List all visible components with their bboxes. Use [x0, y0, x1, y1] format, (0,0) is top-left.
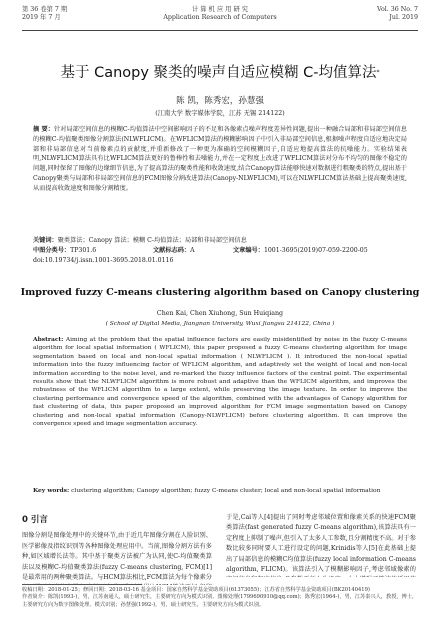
article-number-value: 1001-3695(2019)07-059-2200-05 [263, 247, 368, 254]
affiliation-en: ( School of Digital Media, Jiangnan University, Wuxi Jiangsu 214122, China ) [105, 321, 335, 327]
section-heading: 0 引言 [22, 515, 48, 525]
header-volume-en [377, 6, 418, 22]
doc-code-label: 文献标志码： [153, 247, 191, 254]
doc-code-value: A [190, 247, 195, 254]
classification-meta [33, 246, 407, 266]
doi-value: 10.19734/j.issn.1001-3695.2018.01.0116 [44, 256, 174, 264]
authors-cn: 陈 凯，陈秀宏，孙慧强 [176, 96, 264, 106]
intro-text-left: 图像分割是图像处理中的关键环节,由于近几年图像分割在人脸识别、医学影像及指纹识别等各种图像处理应用中。当前,图像分割方法有多种,如区域增长法等。其中基于聚类方法被广为认同,使C-均值聚类算法以及模糊C-均值聚类算法(fuzzy C-means clustering, FCM)[1]是最常用的两种聚类算法。与HCM算法相比,FCM算法为每个像素分 [22, 532, 212, 582]
header-journal-cn: 计 算 机 应 用 研 究 [191, 6, 249, 13]
abstract-en-label: Abstract: [33, 336, 64, 343]
clc-value: TP301.6 [70, 247, 97, 254]
article-number-label: 文章编号： [233, 247, 264, 254]
footnote-dates-funding: 收稿日期：2018-01-25；修回日期：2018-03-16 基金项目：国家自然科学基金资助项目(61373055)；江苏省自然科学基金资助项目(BK20140419) [22, 587, 370, 593]
header-volume-cn-line: 第 36 卷第 7 期 [22, 6, 68, 13]
abstract-cn-text: 针对局部空间信息的模糊C-均值算法中空间影响因子的不足和各像素点噪声程度差异性问题,提出一种融合局部和非局部空间信息的模糊C-均值聚类图像分割算法(NLWFLICM)。在WFLICM算法的模糊影响因子中引入非局部空间信息,根据噪声程度自适应地决定局部和非局部信息对当前像素点的贡献度,并重新修改了一种更为准确的空间模糊因子,自适应地提高算法的抗噪能力。实验结果表明,NLWFLICM算法具有比WFLICM算法更好的鲁棒性和去噪能力,并在一定程度上改进了WFLICM算法对分布不均匀的图像不稳定的问题,同时保留了图像的边缘细节信息,为了提高算法的聚类性能和收敛速度,结合Canopy算法能够快速对数据进行粗聚类的特点,提出基于Canopy聚类与局部和非局部空间信息的FCM图像分割改进算法(Canopy-NLWFLICM),可以在NLWFLICM算法基础上提高聚类速度,从而提高收敛速度和图像分割精度。 [33, 126, 407, 192]
running-header [22, 6, 418, 30]
clc-label: 中图分类号： [33, 247, 71, 254]
keywords-en-text: clustering algorithm; Canopy algorithm; fuzzy C-means cluster; local and non-local spatial information [71, 487, 381, 494]
footnote-author-bio: 作者简介：陈凯(1993-)，男，江苏南通人，硕士研究生，主要研究方向为模式识别、图像处理(1799690910@qq.com)；陈秀宏(1964-)，男，江苏泰兴人，教授，博士，主要研究方向为数字图像处理、模式识别；孙慧强(1992-)，男，硕士研究生，主要研究方向为模式识别。 [22, 594, 418, 608]
doi-label: doi: [33, 256, 45, 264]
abstract-cn [33, 125, 407, 194]
paper-title-cn-text: 基于 Canopy 聚类的噪声自适应模糊 C-均值算法 [60, 65, 377, 81]
abstract-cn-label: 摘 要： [33, 126, 54, 133]
header-volume-en-line: Vol. 36 No. 7 [377, 6, 418, 13]
title-footnote-mark: * [376, 69, 380, 76]
keywords-en [33, 487, 407, 495]
body-column-left [22, 513, 212, 585]
intro-text-right: 于是,Cai等人[4]提出了同时考虑邻域位置和像素关系的快速FCM聚类算法(fast generated fuzzy C-means algorithm),该算法具有一定程度上抑制了噪声,但引入了太多人工参数,且分割精度不高。对于参数比较多同时要人工进行设定的问题,Krinidis等人[5]在此基础上提出了局部信息的模糊C均值算法(fuzzy local information C-means algorithm, FLICM)。该算法引入了模糊影响因子,考虑邻域像素的 [226, 514, 416, 574]
abstract-en [33, 336, 407, 428]
paper-title-en: Improved fuzzy C-means clustering algorithm based on Canopy clustering [20, 287, 420, 298]
affiliation-cn: (江南大学 数字媒体学院，江苏 无锡 214122) [155, 110, 285, 117]
header-journal-en: Application Research of Computers [163, 14, 277, 21]
keywords-cn-text: 聚类算法；Canopy 算法；模糊 C-均值算法；局部和非局部空间信息 [57, 237, 247, 244]
keywords-cn [33, 236, 407, 246]
paper-title-cn [10, 64, 430, 82]
authors-en: Chen Kai, Chen Xiuhong, Sun Huiqiang [156, 310, 284, 317]
keywords-en-label: Key words: [33, 487, 70, 494]
body-column-right [226, 513, 416, 577]
header-date-en: Jul. 2019 [389, 14, 418, 21]
abstract-en-text: Aiming at the problem that the spatial influence factors are easily misidentified by noise in the fuzzy C-means algorithm for local spatial information ( WFLICM), this paper proposed a fuzzy C-means clustering algorithm for image segmentation based on local and non-local spatial information ( NLWFLICM ). It introduced the non-local spatial information into the fuzzy influencing factor of WFLICM algorithm, and adaptively set the weight of local and non-local information according to the noise level, and re-marked the fuzzy influence factors of the central point. The experimental results show that the NLWFLICM algorithm is more robust and adaptive than the WFLICM algorithm, and improves the robustness of the WFLICM algorithm to a large extent, while preserving the image texture. In order to improve the clustering performance and convergence speed of the algorithm, combined with the advantages of Canopy algorithm for fast clustering of data, this paper proposed an improved algorithm for FCM image segmentation based on Canopy clustering and non-local spatial information (Canopy-NLWFLICM) before clustering algorithm. It can improve the convergence speed and image segmentation accuracy. [33, 336, 408, 428]
header-rule [22, 30, 418, 31]
keywords-cn-label: 关键词： [33, 237, 58, 244]
footnotes [22, 587, 418, 609]
header-journal [22, 6, 418, 22]
footnote-rule [22, 584, 142, 585]
header-date-cn: 2019 年 7 月 [22, 14, 61, 21]
